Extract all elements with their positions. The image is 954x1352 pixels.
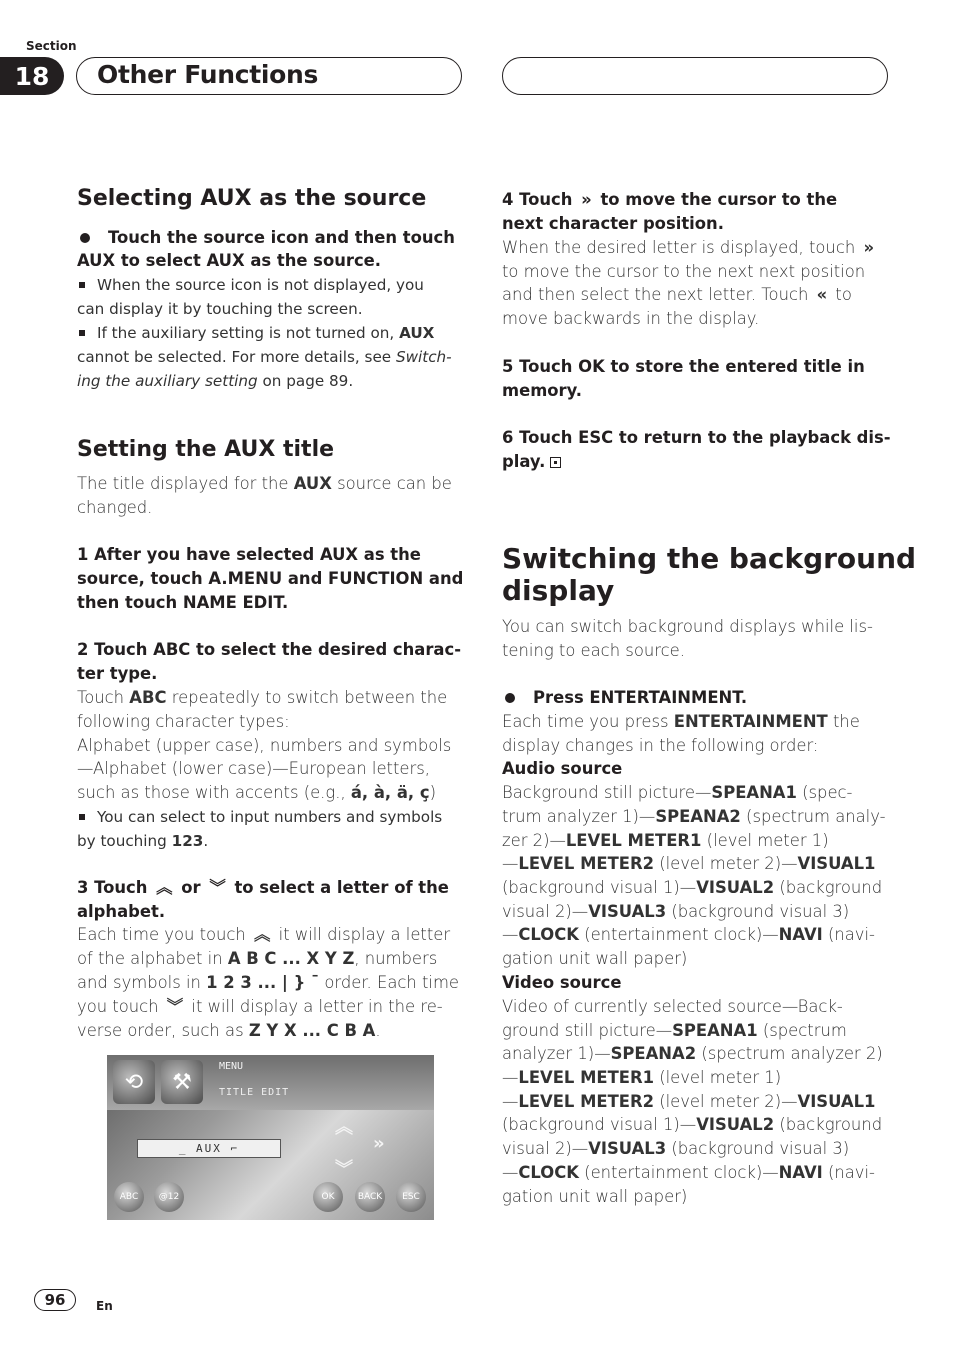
- step-2-body: Touch ABC repeatedly to switch between the: [77, 688, 448, 707]
- step-4-cont: next character position.: [502, 214, 724, 233]
- note-aux-setting: If the auxiliary setting is not turned on, AUX: [77, 321, 461, 345]
- settings-icon: ⚒: [161, 1060, 203, 1104]
- screen-esc-button: ESC: [396, 1182, 426, 1212]
- video-line-7: visual 2)—VISUAL3 (background visual 3): [502, 1139, 850, 1158]
- aux-title-heading: Setting the AUX title: [77, 437, 335, 462]
- aux-source-step: Touch the source icon and then touch: [77, 226, 461, 250]
- section-title: Other Functions: [97, 60, 319, 89]
- video-line-6: (background visual 1)—VISUAL2 (background: [502, 1115, 883, 1134]
- aux-title-body: The title displayed for the AUX source can be: [77, 474, 452, 493]
- step-4-body-l2: to move the cursor to the next next position: [502, 262, 866, 281]
- step-2-body-l4: —Alphabet (lower case)—European letters,: [77, 759, 430, 778]
- screen-menu-label: MENU: [219, 1061, 244, 1072]
- note-source-icon: When the source icon is not displayed, you: [77, 273, 461, 297]
- screen-top-bar: [107, 1055, 434, 1110]
- section-label: Section: [26, 39, 77, 53]
- note-aux-setting-cont: cannot be selected. For more details, see Switch-: [77, 348, 452, 366]
- step-5-cont: memory.: [502, 381, 583, 400]
- step-6-cont: play.: [502, 450, 886, 474]
- audio-line-3: zer 2)—LEVEL METER1 (level meter 1): [502, 831, 829, 850]
- step-1-cont: source, touch A.MENU and FUNCTION and: [77, 569, 464, 588]
- step-2: 2 Touch ABC to select the desired charac-: [77, 640, 462, 659]
- bg-intro: You can switch background displays while lis-: [502, 617, 873, 636]
- audio-line-4: —LEVEL METER2 (level meter 2)—VISUAL1: [502, 854, 876, 873]
- double-left-icon: «: [816, 285, 828, 304]
- step-2-body-l3: Alphabet (upper case), numbers and symbols: [77, 736, 452, 755]
- step-4: 4 Touch » to move the cursor to the: [502, 188, 886, 212]
- step-1-cont2: then touch NAME EDIT.: [77, 593, 289, 612]
- video-line-5: —LEVEL METER2 (level meter 2)—VISUAL1: [502, 1092, 876, 1111]
- step-4-body: When the desired letter is displayed, touch »: [502, 236, 886, 260]
- language-label: En: [96, 1299, 113, 1313]
- double-down-icon: ︾: [166, 997, 184, 1016]
- bullet-icon: [505, 693, 515, 703]
- screen-right-arrow-icon: »: [373, 1133, 385, 1154]
- audio-line-6: visual 2)—VISUAL3 (background visual 3): [502, 902, 850, 921]
- step-1: 1 After you have selected AUX as the: [77, 545, 421, 564]
- title-edit-screen-image: [107, 1055, 434, 1220]
- audio-line-5: (background visual 1)—VISUAL2 (background: [502, 878, 883, 897]
- step-4-body-l3: and then select the next letter. Touch « to: [502, 283, 886, 307]
- step-3-body-l3: and symbols in 1 2 3 ... | } ¯ order. Each time: [77, 973, 460, 992]
- video-line-1: Video of currently selected source—Back-: [502, 997, 843, 1016]
- double-up-icon: ︽: [156, 878, 173, 897]
- screen-ok-button: OK: [313, 1182, 343, 1212]
- video-line-8: —CLOCK (entertainment clock)—NAVI (navi-: [502, 1163, 875, 1182]
- step-4-body-l4: move backwards in the display.: [502, 309, 760, 328]
- aux-source-heading: Selecting AUX as the source: [77, 186, 427, 211]
- note-123-cont: by touching 123.: [77, 832, 209, 850]
- background-display-heading: Switching the background: [502, 542, 917, 575]
- video-line-9: gation unit wall paper): [502, 1187, 688, 1206]
- step-3-body-l2: of the alphabet in A B C ... X Y Z, numbers: [77, 949, 438, 968]
- aux-title-body-cont: changed.: [77, 498, 153, 517]
- bullet-icon: [80, 233, 90, 243]
- screen-back-button: BACK: [355, 1182, 385, 1212]
- screen-up-arrow-icon: ︽: [335, 1117, 353, 1138]
- aux-source-step-cont: AUX to select AUX as the source.: [77, 251, 382, 270]
- video-line-2: ground still picture—SPEANA1 (spectrum: [502, 1021, 847, 1040]
- press-body-l2: display changes in the following order:: [502, 736, 819, 755]
- note-123: You can select to input numbers and symbols: [77, 805, 461, 829]
- video-line-4: —LEVEL METER1 (level meter 1): [502, 1068, 782, 1087]
- note-source-icon-cont: can display it by touching the screen.: [77, 300, 363, 318]
- end-mark-icon: [550, 457, 561, 468]
- note-square-icon: [79, 814, 85, 820]
- screen-123-button: @12: [154, 1182, 184, 1212]
- bg-intro-cont: tening to each source.: [502, 641, 685, 660]
- step-3-body-l5: verse order, such as Z Y X ... C B A.: [77, 1021, 381, 1040]
- press-step: Press ENTERTAINMENT.: [502, 686, 886, 710]
- step-3-body: Each time you touch ︽ it will display a letter: [77, 923, 461, 947]
- screen-aux-field: _ AUX ⌐: [137, 1139, 281, 1158]
- video-source-heading: Video source: [502, 973, 622, 992]
- press-body: Each time you press ENTERTAINMENT the: [502, 712, 860, 731]
- step-3-cont: alphabet.: [77, 902, 166, 921]
- double-right-icon: »: [863, 238, 875, 257]
- empty-title-frame: [502, 57, 888, 95]
- audio-source-heading: Audio source: [502, 759, 623, 778]
- audio-line-7: —CLOCK (entertainment clock)—NAVI (navi-: [502, 925, 875, 944]
- double-down-icon: ︾: [209, 878, 226, 897]
- screen-down-arrow-icon: ︾: [335, 1159, 353, 1180]
- audio-line-1: Background still picture—SPEANA1 (spec-: [502, 783, 853, 802]
- step-2-cont: ter type.: [77, 664, 158, 683]
- note-square-icon: [79, 330, 85, 336]
- step-3: 3 Touch ︽ or ︾ to select a letter of the: [77, 876, 461, 900]
- step-5: 5 Touch OK to store the entered title in: [502, 357, 865, 376]
- note-aux-setting-cont2: ing the auxiliary setting on page 89.: [77, 372, 354, 390]
- screen-abc-button: ABC: [114, 1182, 144, 1212]
- audio-line-2: trum analyzer 1)—SPEANA2 (spectrum analy-: [502, 807, 886, 826]
- page-number: 96: [34, 1289, 76, 1311]
- section-number-badge: 18: [0, 57, 64, 95]
- screen-title-edit-label: TITLE EDIT: [219, 1087, 290, 1098]
- step-3-body-l4: you touch ︾ it will display a letter in the re-: [77, 995, 461, 1019]
- step-6: 6 Touch ESC to return to the playback dis-: [502, 428, 891, 447]
- step-2-body-l5: such as those with accents (e.g., á, à, ä, ç): [77, 783, 436, 802]
- audio-line-8: gation unit wall paper): [502, 949, 688, 968]
- source-icon: ⟲: [113, 1060, 155, 1104]
- note-square-icon: [79, 282, 85, 288]
- double-up-icon: ︽: [254, 925, 271, 944]
- step-2-body-l2: following character types:: [77, 712, 290, 731]
- video-line-3: analyzer 1)—SPEANA2 (spectrum analyzer 2): [502, 1044, 883, 1063]
- double-right-icon: »: [581, 190, 592, 209]
- background-display-heading-cont: display: [502, 574, 615, 607]
